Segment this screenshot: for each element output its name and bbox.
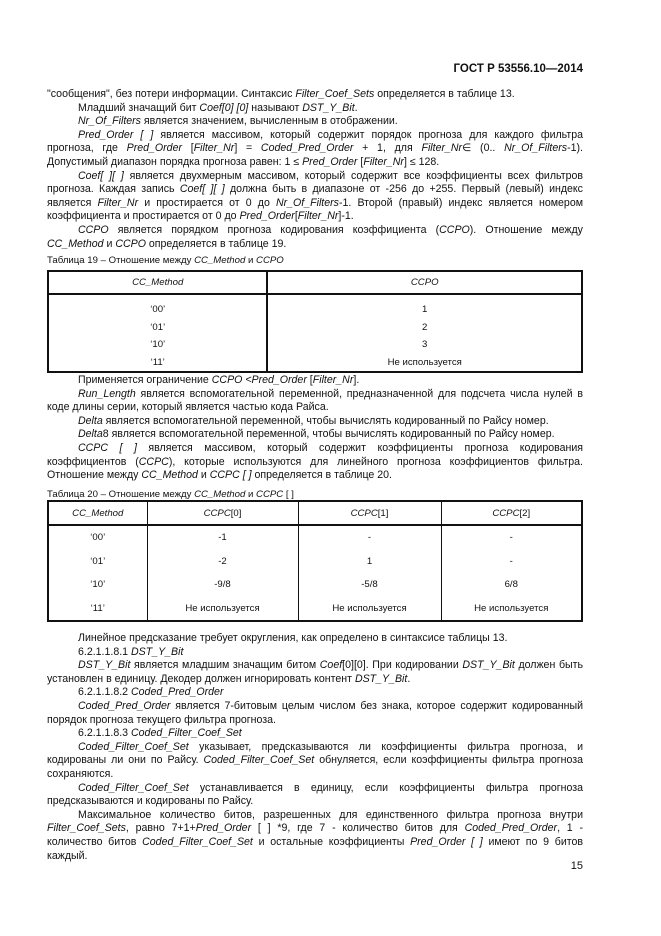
text-run: определяется в таблице 13. (374, 88, 515, 100)
italic-term: Coded_Filter_Coef_Set (131, 727, 242, 740)
italic-term: CCPC (256, 489, 284, 500)
text-run: ]-1. (338, 210, 354, 223)
table-cell: ‘11’ (48, 354, 267, 373)
italic-term: Pred_Order (126, 142, 182, 155)
italic-term: Coded_Pred_Order (78, 699, 171, 712)
text-run: [ (294, 210, 298, 223)
italic-term: Pred_Order (302, 155, 358, 168)
italic-term: CCPC (203, 507, 231, 519)
paragraph (47, 659, 583, 686)
italic-term: CCPC (492, 507, 520, 519)
text-run: и (245, 489, 257, 500)
italic-term: CC_Method (194, 255, 246, 266)
italic-term: Coef (319, 659, 343, 672)
italic-term: Coded_Filter_Coef_Set (78, 740, 189, 753)
text-run: является порядком прогноза кодирования коэффициента ( (108, 223, 440, 236)
text-run: [0] (230, 507, 242, 519)
table-row (48, 597, 582, 622)
italic-term: CC_Method (194, 489, 246, 500)
table-cell: 2 (422, 321, 428, 333)
table-cell: -9/8 (147, 573, 298, 597)
italic-term: Filter_Nr (312, 374, 354, 386)
paragraph (47, 741, 583, 782)
italic-term: Pred_Order (195, 822, 252, 835)
table-cell: ‘01’ (48, 319, 267, 337)
italic-term: Filter_Nr (421, 142, 463, 155)
text-run: , 1 - количество битов (47, 822, 584, 848)
paragraph (47, 632, 583, 646)
text-run: и остальные коэффициенты (252, 835, 411, 848)
italic-term: Coded_Filter_Coef_Set (142, 835, 253, 848)
table-row (48, 319, 582, 337)
table-cell: -1 (147, 525, 298, 550)
paragraph (47, 428, 583, 442)
text-run: должна быть в диапазоне от -256 до +255. Первый (левый) индекс является (47, 183, 583, 209)
text-run: . (354, 101, 358, 114)
table-cell: Не используется (298, 597, 441, 622)
italic-term: CCPO (115, 237, 146, 250)
italic-term: Coded_Filter_Coef_Set (78, 781, 189, 794)
text-run: имеют по 9 битов каждый. (47, 835, 583, 862)
text-run: указывает, предсказываются ли коэффициенты фильтра прогноза, и кодированы ли они по Райсу. (47, 740, 583, 767)
text-run: [2] (519, 507, 531, 519)
table-cell: -5/8 (298, 573, 441, 597)
italic-term: Nr_Of_Filters (78, 115, 141, 128)
table-cell: ‘10’ (90, 579, 106, 591)
italic-term: Filter_Nr (363, 155, 404, 168)
italic-term: Delta (78, 414, 103, 427)
italic-term: Filter_Coef_Sets (47, 822, 126, 835)
italic-term: CCPO (256, 255, 284, 266)
table-row (48, 525, 582, 550)
table-row (48, 354, 582, 373)
table-cell: ‘00’ (90, 532, 106, 544)
table-header-cell (147, 501, 298, 525)
table-header-cell (48, 501, 147, 525)
page-number: 15 (570, 860, 583, 872)
italic-term: Filter_Coef_Sets (295, 88, 375, 100)
table-cell: 6/8 (441, 573, 582, 597)
table-row (48, 550, 582, 574)
text-run: -1). Допустимый диапазон порядка прогноза равен: 1 ≤ (47, 142, 583, 168)
text-run: [0][0]. При кодировании (342, 659, 463, 672)
text-run: Младший значащий бит (78, 101, 200, 114)
table-row (48, 573, 582, 597)
text-run: является массивом, который содержит порядок прогноза для каждого фильтра прогноза, где (47, 128, 584, 155)
text-run: является двухмерным массивом, который содержит все коэффициенты всех фильтров прогноза. Каждая запись (47, 169, 583, 196)
paragraph (47, 115, 583, 129)
text-run: "сообщения", без потери информации. Синтаксис (47, 88, 296, 100)
table-header-cell (441, 501, 582, 525)
text-block-1 (47, 88, 583, 251)
text-block-3 (47, 632, 583, 863)
paragraph (47, 442, 583, 483)
table-row (48, 294, 582, 319)
table-row (48, 336, 582, 354)
text-run: устанавливается в единицу, если коэффициенты фильтра прогноза предсказываются и кодированы по Райсу. (47, 781, 583, 808)
paragraph (47, 170, 583, 224)
text-run: ] = (234, 142, 261, 155)
italic-term: CC_Method (141, 469, 198, 482)
italic-term: Coef[ ][ ] (179, 183, 225, 196)
text-run: [ ] (283, 489, 294, 500)
table-cell: ‘00’ (48, 294, 267, 319)
text-run: [ ] *9, где 7 - количество битов для (251, 822, 465, 835)
text-run: 8 является вспомогательной переменной, чтобы вычислять кодированный по Райсу номер. (102, 428, 555, 441)
italic-term: Filter_Nr (97, 196, 139, 209)
paragraph (47, 686, 583, 700)
italic-term: DST_Y_Bit (462, 659, 515, 672)
text-run: является массивом, который содержит коэффициенты прогноза кодирования коэффициентов ( (47, 441, 584, 468)
italic-term: CCPC [ ] (209, 469, 252, 482)
italic-term: Coded_Pred_Order (131, 686, 224, 699)
text-run: и (103, 237, 116, 250)
paragraph (47, 224, 583, 251)
paragraph (47, 415, 583, 429)
table-cell: Не используется (441, 597, 582, 622)
paragraph (47, 388, 583, 415)
text-run: ), которые используются для линейного прогноза коэффициентов фильтра. Отношение между (47, 455, 583, 482)
table-cell: ‘10’ (48, 336, 267, 354)
table-header-cell: CCPO (267, 271, 582, 294)
italic-term: Coef[ ][ ] (78, 169, 124, 182)
paragraph (47, 700, 583, 727)
italic-term: Delta (78, 428, 103, 441)
text-run: ] ≤ 128. (403, 155, 440, 168)
table-cell: - (298, 525, 441, 550)
italic-term: DST_Y_Bit (131, 645, 184, 658)
text-run: [ (357, 155, 364, 168)
text-run: и (245, 255, 257, 266)
text-run: [ (182, 142, 194, 155)
italic-term: CCPO <Pred_Order (211, 374, 307, 386)
text-run: является младшим значащим битом (130, 659, 320, 672)
italic-term: Coded_Filter_Coef_Set (203, 754, 315, 767)
table-cell: 3 (422, 339, 428, 351)
text-run: и простирается от 0 до (138, 196, 276, 209)
table-20 (47, 500, 583, 622)
text-run: , равно 7+1+ (125, 822, 196, 835)
text-run: Таблица 20 – Отношение между (47, 489, 195, 500)
italic-term: CCPC [ ] (78, 441, 137, 454)
table-cell: 1 (422, 304, 428, 316)
paragraph (47, 646, 583, 660)
table-cell: - (441, 550, 582, 574)
text-run: определяется в таблице 20. (251, 469, 392, 482)
text-run: ). Отношение между (469, 223, 583, 236)
italic-term: DST_Y_Bit (354, 672, 408, 685)
table-cell: - (441, 525, 582, 550)
text-run: является 7-битовым целым числом без знака, которое содержит кодированный порядок прогноза текущего фильтра прогноза. (47, 699, 583, 726)
table-20-caption (47, 489, 583, 500)
paragraph (47, 809, 583, 863)
text-run: 6.2.1.1.8.1 (78, 645, 132, 658)
italic-term: Filter_Nr (297, 210, 339, 223)
text-run: является вспомогательной переменной, предназначенной для подсчета числа нулей в коде длины серии, который является частью кода Райса. (47, 387, 583, 414)
italic-term: CC_Method (72, 507, 124, 519)
text-run: ]. (353, 374, 360, 386)
paragraph (47, 727, 583, 741)
italic-term: CCPO (439, 223, 470, 236)
italic-term: Coef[0] [0] (199, 101, 249, 114)
italic-term: CC_Method (47, 237, 104, 250)
text-run: Линейное предсказание требует округления, как определено в синтаксисе таблицы 13. (78, 632, 508, 644)
text-run: -1. Второй (правый) индекс является номером коэффициента и простирается от 0 до (47, 196, 583, 223)
table-header-cell: CC_Method (48, 271, 267, 294)
table-19 (47, 270, 583, 373)
paragraph (47, 102, 583, 116)
italic-term: Nr_Of_Filters (504, 142, 568, 155)
italic-term: CCPO (78, 223, 109, 236)
text-run: является вспомогательной переменной, чтобы вычислять кодированный по Райсу номер. (102, 414, 549, 427)
text-run: обнуляется, если коэффициенты фильтра прогноза сохраняются. (47, 754, 583, 780)
table-cell: ‘01’ (90, 555, 106, 567)
table-cell: Не используется (147, 597, 298, 622)
text-run: Применяется ограничение (78, 374, 212, 386)
italic-term: Nr_Of_Filters (275, 196, 339, 209)
table-cell: -2 (147, 550, 298, 574)
table-cell: 1 (298, 550, 441, 574)
italic-term: Pred_Order [ ] (410, 835, 483, 848)
text-run: называют (248, 101, 303, 114)
italic-term: Pred_Order (239, 210, 295, 223)
text-run: + 1, для (353, 142, 422, 155)
paragraph (47, 88, 583, 102)
text-run: ∈ (0.. (462, 142, 505, 155)
paragraph (47, 374, 583, 388)
italic-term: DST_Y_Bit (78, 659, 131, 672)
text-run: является значением, вычисленным в отображении. (140, 115, 398, 128)
italic-term: Run_Length (78, 387, 136, 400)
italic-term: Filter_Nr (193, 142, 235, 155)
text-block-2 (47, 374, 583, 483)
text-run: Таблица 19 – Отношение между (47, 255, 195, 266)
italic-term: Pred_Order [ ] (78, 128, 154, 141)
table-header-cell (298, 501, 441, 525)
text-run: . (407, 672, 411, 685)
text-run: должен быть установлен в единицу. Декодер должен игнорировать контент (47, 659, 583, 685)
table-19-caption (47, 255, 583, 266)
paragraph (47, 782, 583, 809)
text-run: [1] (377, 507, 389, 519)
italic-term: DST_Y_Bit (302, 101, 355, 114)
text-run: и (197, 469, 210, 482)
text-run: определяется в таблице 19. (145, 237, 287, 250)
document-header: ГОСТ Р 53556.10—2014 (453, 63, 583, 75)
text-run: [ (306, 374, 313, 386)
table-cell: Не используется (387, 356, 462, 368)
italic-term: CCPC (350, 507, 378, 519)
text-run: 6.2.1.1.8.3 (78, 727, 132, 740)
paragraph (47, 129, 583, 170)
text-run: Максимальное количество битов, разрешенных для единственного фильтра прогноза внутри (78, 808, 583, 821)
italic-term: Coded_Pred_Order (464, 822, 558, 835)
italic-term: CCPC (138, 455, 169, 468)
table-cell: ‘11’ (90, 602, 105, 614)
text-run: 6.2.1.1.8.2 (78, 686, 132, 699)
italic-term: Coded_Pred_Order (260, 142, 354, 155)
